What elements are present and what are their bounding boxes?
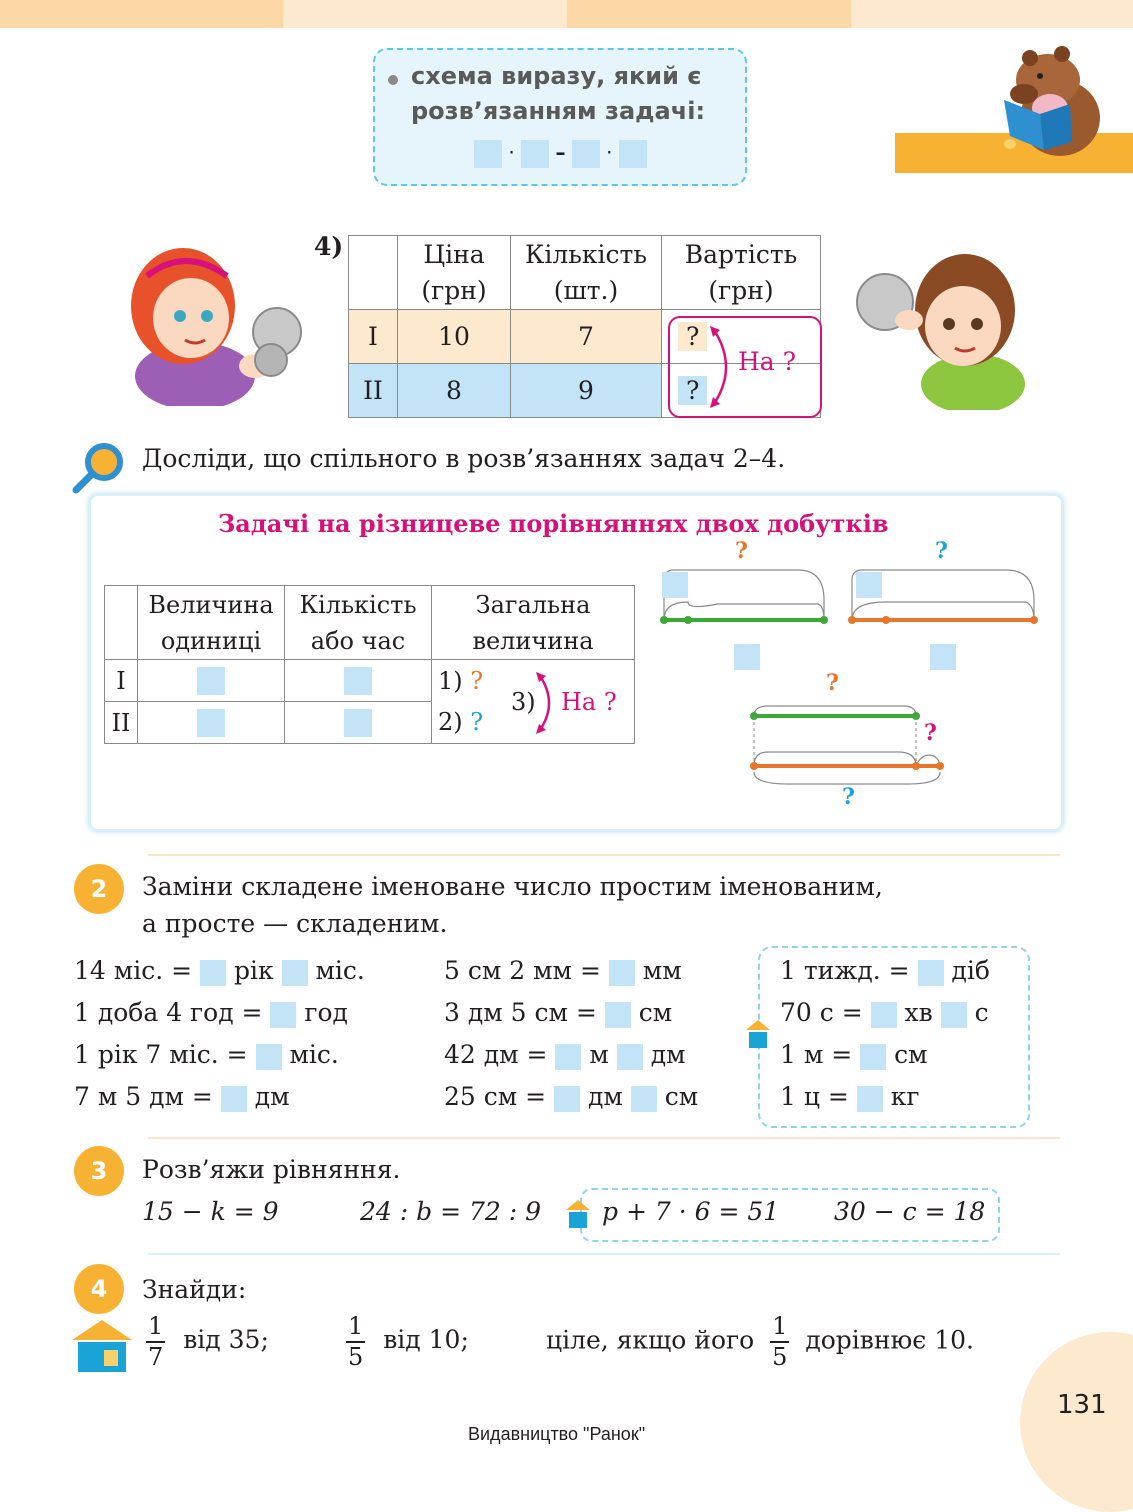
task2-item: 7 м 5 дм = дм [74, 1082, 290, 1111]
task2-item: 1 м = см [780, 1040, 928, 1069]
hint-scheme [474, 140, 647, 168]
answer-box[interactable] [221, 1086, 247, 1112]
task2-item: 42 дм = м дм [444, 1040, 686, 1069]
page-corner [1020, 1332, 1133, 1512]
cell-qty-1: 7 [511, 310, 662, 364]
task3-title: Розв’яжи рівняння. [142, 1155, 401, 1184]
rule-header-count: Кількість або час [285, 586, 432, 660]
answer-box[interactable] [521, 140, 549, 168]
scheme-op-1: · [508, 140, 515, 165]
answer-box[interactable] [270, 1002, 296, 1028]
answer-box[interactable] [871, 1002, 897, 1028]
rule-total-1: 1) [438, 666, 471, 695]
answer-box[interactable] [554, 1086, 580, 1112]
answer-box[interactable] [572, 140, 600, 168]
top-bar-segment-3 [567, 0, 851, 28]
header-price: Ціна (грн) [398, 236, 511, 310]
top-bar-segment-4 [851, 0, 1133, 28]
scheme-op-3: · [606, 140, 613, 165]
answer-box[interactable] [605, 1002, 631, 1028]
answer-box[interactable] [344, 667, 372, 695]
answer-box[interactable] [860, 1044, 886, 1070]
answer-box[interactable] [282, 960, 308, 986]
top-bar-segment-2 [283, 0, 567, 28]
explore-text: Досліди, що спільного в розв’язаннях задач 2–4. [142, 444, 786, 473]
hint-line-1: схема виразу, який є [411, 62, 702, 90]
fraction-1-7: $\frac{1}{7}$ [148, 1312, 164, 1371]
section-divider [148, 1253, 1060, 1255]
rule-total-q-1: ? [470, 666, 484, 695]
answer-box[interactable] [631, 1086, 657, 1112]
rule-total-q-2: ? [470, 708, 484, 737]
diagram-question-orange-2: ? [826, 670, 839, 696]
girl-with-coins-illustration [125, 236, 315, 406]
house-icon [565, 1198, 591, 1230]
diagram-question-blue-1: ? [935, 538, 948, 564]
diagram-question-magenta: ? [924, 720, 937, 746]
rule-header-total: Загальна величина [432, 586, 635, 660]
rule-row-label-2: II [105, 702, 138, 744]
task-number-2: 2 [74, 864, 124, 914]
scheme-op-2: – [555, 140, 566, 165]
answer-box[interactable] [941, 1002, 967, 1028]
task2-item: 3 дм 5 см = см [444, 998, 673, 1027]
rule-title: Задачі на різницеве порівняннях двох добутків [218, 509, 889, 538]
fraction-item-1: $\frac{1}{7}$ від 35; [148, 1312, 269, 1371]
cell-qty-2: 9 [511, 364, 662, 418]
rule-compare-index: 3) [511, 688, 536, 716]
answer-box[interactable] [256, 1044, 282, 1070]
publisher-credit: Видавництво "Ранок" [468, 1424, 646, 1444]
rule-compare-arrow [534, 670, 560, 736]
page-number: 131 [1057, 1390, 1107, 1420]
fraction-1-5: $\frac{1}{5}$ [772, 1312, 788, 1371]
magnifier-icon [70, 440, 126, 496]
answer-box[interactable] [555, 1044, 581, 1070]
row-label-1: I [349, 310, 398, 364]
diagram-question-orange-1: ? [735, 538, 748, 564]
answer-box[interactable] [344, 709, 372, 737]
task2-text-1: Заміни складене іменоване число простим іменованим, [142, 872, 883, 901]
cost-question-1: ? [678, 322, 707, 351]
compare-arrow [706, 322, 742, 412]
answer-box[interactable] [197, 667, 225, 695]
task-number-4: 4 [74, 1264, 124, 1314]
cell-price-1: 10 [398, 310, 511, 364]
top-bar-segment-1 [0, 0, 283, 28]
answer-box[interactable] [857, 1086, 883, 1112]
cost-question-2: ? [678, 376, 707, 405]
rule-compare-text: На ? [561, 688, 617, 716]
task2-item: 14 міс. = рік міс. [74, 956, 365, 985]
task4-title: Знайди: [142, 1275, 247, 1304]
task2-text-2: а просте — складеним. [142, 909, 448, 938]
boy-with-coin-illustration [853, 238, 1033, 410]
fraction-1-5: $\frac{1}{5}$ [348, 1312, 364, 1371]
equation-1: 15 − k = 9 [142, 1197, 279, 1226]
equation-2: 24 : b = 72 : 9 [360, 1197, 542, 1226]
task2-item: 5 см 2 мм = мм [444, 956, 682, 985]
answer-box[interactable] [197, 709, 225, 737]
answer-box[interactable] [474, 140, 502, 168]
fraction-item-3: ціле, якщо його $\frac{1}{5}$ дорівнює 10. [546, 1312, 974, 1371]
task2-item: 25 см = дм см [444, 1082, 699, 1111]
task2-item: 1 тижд. = діб [780, 956, 990, 985]
house-icon [745, 1018, 771, 1050]
answer-box[interactable] [617, 1044, 643, 1070]
section-divider [148, 1137, 1060, 1139]
house-icon [70, 1318, 134, 1374]
task2-item: 70 с = хв с [780, 998, 989, 1027]
subtask-4-label: 4) [314, 232, 344, 261]
row-label-2: II [349, 364, 398, 418]
fraction-item-2: $\frac{1}{5}$ від 10; [348, 1312, 469, 1371]
hint-line-2: розв’язанням задачі: [411, 97, 706, 125]
answer-box[interactable] [918, 960, 944, 986]
rule-row-label-1: I [105, 660, 138, 702]
hint-bullet [388, 75, 398, 85]
answer-box[interactable] [619, 140, 647, 168]
cell-price-2: 8 [398, 364, 511, 418]
header-cost: Вартість (грн) [662, 236, 821, 310]
task2-item: 1 рік 7 міс. = міс. [74, 1040, 339, 1069]
rule-header-unit: Величина одиниці [138, 586, 285, 660]
section-divider [148, 854, 1060, 856]
header-quantity: Кількість (шт.) [511, 236, 662, 310]
task2-item: 1 ц = кг [780, 1082, 920, 1111]
answer-box[interactable] [609, 960, 635, 986]
compare-label: На ? [738, 347, 797, 376]
answer-box[interactable] [200, 960, 226, 986]
task-number-3: 3 [74, 1146, 124, 1196]
rule-total-2: 2) [438, 708, 471, 737]
diagram-question-blue-2: ? [842, 784, 855, 810]
task2-item: 1 доба 4 год = год [74, 998, 348, 1027]
equation-3: p + 7 · 6 = 51 [602, 1197, 780, 1226]
equation-4: 30 − c = 18 [834, 1197, 986, 1226]
capybara-reading-illustration [1000, 38, 1112, 158]
segment-diagram-compare [748, 700, 948, 790]
